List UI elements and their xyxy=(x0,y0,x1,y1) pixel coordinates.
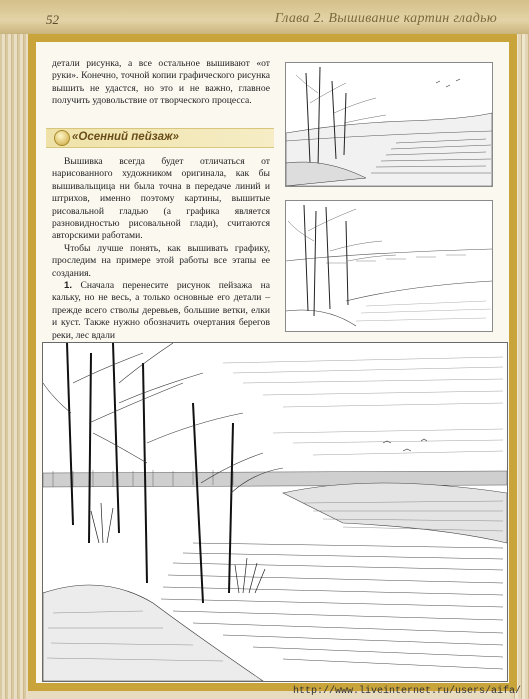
step-paragraph xyxy=(52,280,270,342)
sketch-thumbnail-1 xyxy=(285,62,493,187)
body-text-block xyxy=(52,156,270,342)
section-title: «Осенний пейзаж» xyxy=(72,131,179,143)
step-text: Сначала перенесите рисунок пейзажа на кальку, но не весь, а только основные его детали – прежде всего стволы деревьев, большие ветки, елки и куст. Также нужно обозначить очертания берегов реки, лес вдали xyxy=(52,280,270,341)
left-page-edge xyxy=(0,0,28,699)
step-number: 1. xyxy=(64,280,73,292)
chapter-title: Глава 2. Вышивание картин гладью xyxy=(274,11,497,26)
bullet-ornament-icon xyxy=(54,130,70,146)
main-landscape-illustration xyxy=(42,342,508,682)
autumn-landscape-engraving xyxy=(43,343,507,681)
tracing-outline-image xyxy=(286,201,492,331)
intro-paragraph: детали рисунка, а все остальное вышивают «от руки». Конечно, точной копии графического рисунка вышить не удастся, но это и не важно, главное получить удовольствие от творческого процесса. xyxy=(52,58,270,107)
sketch-thumbnail-2 xyxy=(285,200,493,332)
body-paragraph: Чтобы лучше понять, как вышивать графику, проследим на примере этой работы все этапы ее создания. xyxy=(52,242,270,279)
footer-watermark: http://www.liveinternet.ru/users/aifa/ xyxy=(292,686,521,697)
body-paragraph: Вышивка всегда будет отличаться от нарисованного художником оригинала, как бы вышивальщица ни была точна в передаче линий и штрихов, именно поэтому картины, вышитые рисовальной гладью (а графика является разновидностью рисовальной глади), считаются авторскими работами. xyxy=(52,156,270,242)
sketch-landscape-image xyxy=(286,63,492,186)
page-number: 52 xyxy=(46,12,59,27)
intro-text-block xyxy=(52,58,270,108)
